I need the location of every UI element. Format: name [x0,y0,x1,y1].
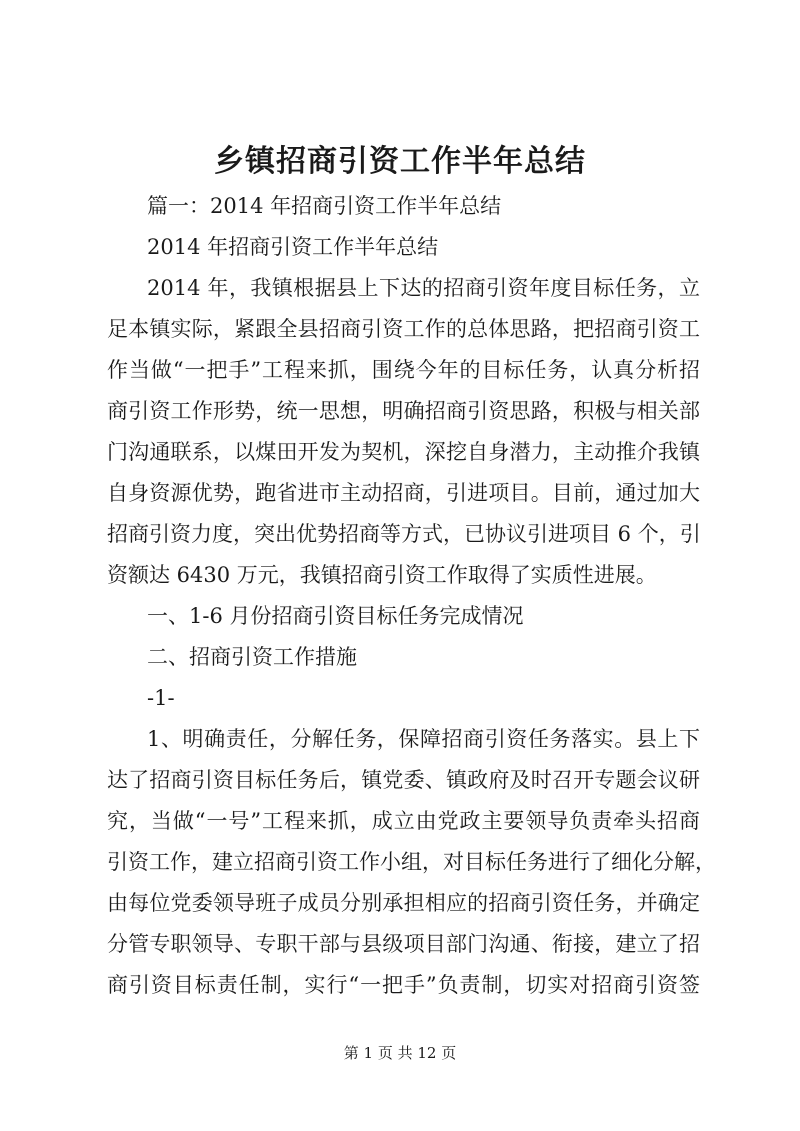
paragraph-line: 1、明确责任，分解任务，保障招商引资任务落实。县上下 [147,727,700,751]
page-marker: -1- [147,686,175,710]
paragraph-line: 分管专职领导、专职干部与县级项目部门沟通、衔接，建立了招 [107,932,700,956]
paragraph-line: 商引资目标责任制，实行“一把手”负责制，切实对招商引资签 [107,973,700,997]
paragraph-line: 自身资源优势，跑省进市主动招商，引进项目。目前，通过加大 [107,481,700,505]
paragraph-line: 足本镇实际，紧跟全县招商引资工作的总体思路，把招商引资工 [107,317,700,341]
document-title: 乡镇招商引资工作半年总结 [214,144,586,179]
paragraph-line: 篇一：2014 年招商引资工作半年总结 [147,194,502,218]
paragraph-line: 作当做“一把手”工程来抓，围绕今年的目标任务，认真分析招 [107,358,700,382]
paragraph-line: 2014 年，我镇根据县上下达的招商引资年度目标任务，立 [147,276,700,300]
paragraph-line: 2014 年招商引资工作半年总结 [147,235,439,259]
section-heading: 一、1-6 月份招商引资目标任务完成情况 [147,604,524,628]
section-heading: 二、招商引资工作措施 [147,645,357,669]
paragraph-line: 达了招商引资目标任务后，镇党委、镇政府及时召开专题会议研 [107,768,700,792]
paragraph-line: 引资工作，建立招商引资工作小组，对目标任务进行了细化分解， [107,850,716,874]
paragraph-line: 资额达 6430 万元，我镇招商引资工作取得了实质性进展。 [107,563,657,587]
paragraph-line: 门沟通联系，以煤田开发为契机，深挖自身潜力，主动推介我镇 [107,440,700,464]
paragraph-line: 由每位党委领导班子成员分别承担相应的招商引资任务，并确定 [107,891,700,915]
paragraph-line: 商引资工作形势，统一思想，明确招商引资思路，积极与相关部 [107,399,700,423]
page-footer: 第 1 页 共 12 页 [343,1044,457,1062]
paragraph-line: 招商引资力度，突出优势招商等方式，已协议引进项目 6 个，引 [107,522,701,546]
paragraph-line: 究，当做“一号”工程来抓，成立由党政主要领导负责牵头招商 [107,809,700,833]
